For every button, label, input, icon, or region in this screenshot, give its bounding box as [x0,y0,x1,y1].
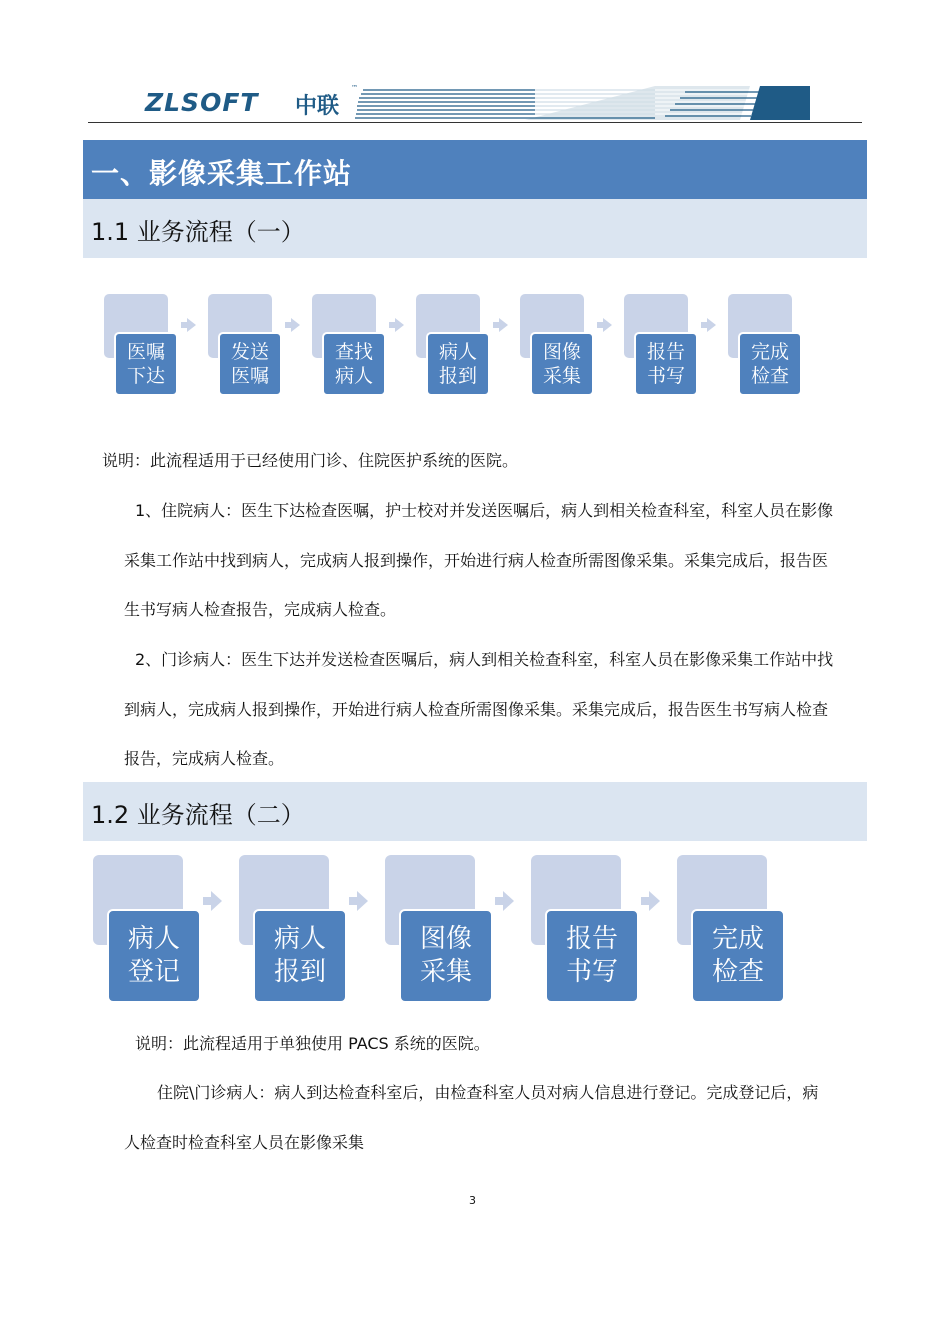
flow-arrow-icon [499,318,508,332]
step-label-line2: 采集 [542,365,581,387]
flow2-step [93,855,203,1005]
step-box [399,909,493,1003]
flow2-step [531,855,641,1005]
step-box [738,332,802,396]
step-box [107,909,201,1003]
step-box [545,909,639,1003]
flow2-step [677,855,787,1005]
step-label-line2: 书写 [565,957,618,987]
flow-arrow-icon [603,318,612,332]
header-rule [88,122,862,123]
step-box [426,332,490,396]
step-label-line2: 检查 [711,957,764,987]
step-label-line1: 查找 [334,341,373,363]
step-label-line1: 医嘱 [126,341,165,363]
flow-arrow-icon [649,891,660,911]
paragraph-line: 采集工作站中找到病人，完成病人报到操作，开始进行病人检查所需图像采集。采集完成后，报告医 [124,551,829,570]
step-label-line1: 完成 [750,341,789,363]
paragraph-line: 人检查时检查科室人员在影像采集 [124,1133,365,1152]
step-label-line1: 报告 [565,924,618,954]
logo-stripes-graphic [355,86,810,120]
paragraph-line: 报告，完成病人检查。 [124,749,285,768]
flow-arrow-icon [395,318,404,332]
subsection-title-2: 1.2 业务流程（二） [91,801,305,829]
step-label-line2: 病人 [334,365,373,387]
step-label-line2: 下达 [126,365,165,387]
flow1-note: 说明：此流程适用于已经使用门诊、住院医护系统的医院。 [102,451,519,470]
subsection-title-1: 1.1 业务流程（一） [91,218,305,246]
step-box [691,909,785,1003]
flow1-step [208,294,288,404]
step-label-line1: 发送 [230,341,269,363]
flow2-step [385,855,495,1005]
step-label-line1: 病人 [438,341,477,363]
flow1-step [312,294,392,404]
step-box [114,332,178,396]
flow2-step [239,855,349,1005]
section-title: 一、影像采集工作站 [91,157,353,190]
step-box [634,332,698,396]
logo-trademark: ™ [351,84,358,92]
step-label-line2: 书写 [646,365,685,387]
step-box [253,909,347,1003]
step-label-line1: 图像 [542,341,581,363]
paragraph-line: 2、门诊病人：医生下达并发送检查医嘱后，病人到相关检查科室，科室人员在影像采集工作站中找 [135,650,834,669]
section-heading-bar [83,140,867,199]
paragraph-line: 到病人，完成病人报到操作，开始进行病人检查所需图像采集。采集完成后，报告医生书写病人检查 [124,700,829,719]
subsection-heading-bar-1 [83,199,867,258]
step-label-line1: 病人 [127,924,180,954]
header-logo [145,86,810,122]
step-label-line2: 报到 [438,365,477,387]
step-label-line2: 医嘱 [230,365,269,387]
flow-arrow-icon [357,891,368,911]
subsection-heading-bar-2 [83,782,867,841]
flow1-step [728,294,808,404]
step-label-line1: 报告 [646,341,685,363]
paragraph-line: 生书写病人检查报告，完成病人检查。 [124,600,397,619]
logo-wordmark: ZLSOFT [145,88,259,117]
step-label-line2: 检查 [750,365,789,387]
step-label-line2: 报到 [273,957,326,987]
page-number: 3 [469,1194,476,1207]
flow-arrow-icon [503,891,514,911]
flow2-note: 说明：此流程适用于单独使用 PACS 系统的医院。 [135,1034,490,1053]
flow1-step [624,294,704,404]
step-label-line2: 登记 [127,957,180,987]
flow-arrow-icon [187,318,196,332]
step-box [218,332,282,396]
step-label-line1: 图像 [419,924,472,954]
flow1-step [520,294,600,404]
flow1-step [416,294,496,404]
paragraph-line: 1、住院病人：医生下达检查医嘱，护士校对并发送医嘱后，病人到相关检查科室，科室人员在影像 [135,501,834,520]
step-label-line1: 病人 [273,924,326,954]
step-label-line1: 完成 [711,924,764,954]
flow-arrow-icon [707,318,716,332]
logo-chinese: 中联 [295,94,340,119]
step-box [530,332,594,396]
flow-arrow-icon [291,318,300,332]
flow1-step [104,294,184,404]
paragraph-line: 住院\门诊病人：病人到达检查科室后，由检查科室人员对病人信息进行登记。完成登记后，病 [157,1083,819,1102]
step-box [322,332,386,396]
flow-arrow-icon [211,891,222,911]
step-label-line2: 采集 [419,957,472,987]
